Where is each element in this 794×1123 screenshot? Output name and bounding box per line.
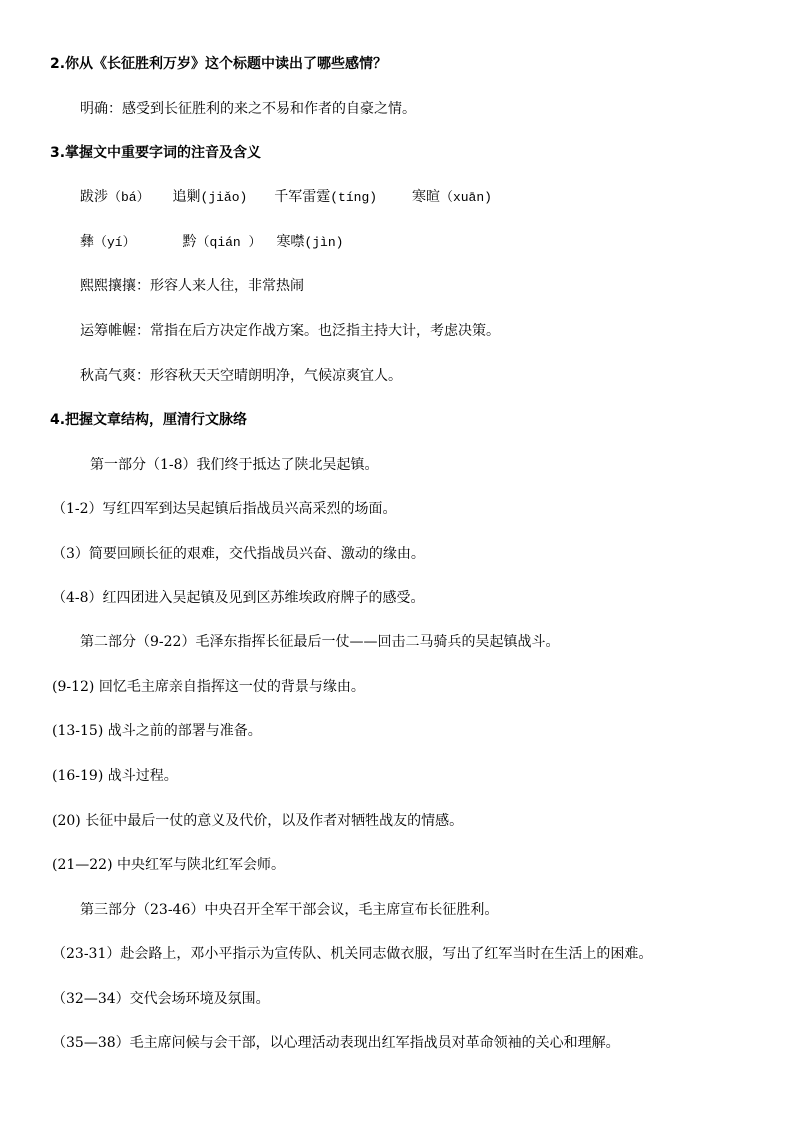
- question-3-heading: 3.掌握文中重要字词的注音及含义: [50, 145, 262, 161]
- part-heading: 第三部分（23-46）中央召开全军干部会议，毛主席宣布长征胜利。: [80, 902, 499, 918]
- outline-line: （23-31）赴会路上，邓小平指示为宣传队、机关同志做衣服，写出了红军当时在生活上的困难。: [52, 946, 653, 962]
- part-heading: 第一部分（1-8）我们终于抵达了陕北吴起镇。: [90, 457, 379, 473]
- vocab-word: 千军雷霆: [274, 189, 331, 205]
- outline-line: （35—38）毛主席问候与会干部，以心理活动表现出红军指战员对革命领袖的关心和理解。: [52, 1035, 620, 1051]
- vocab-pinyin: （bá）: [108, 190, 150, 205]
- vocab-row-1: [80, 187, 492, 208]
- vocab-pinyin: (jiǎo): [200, 190, 248, 205]
- vocab-pinyin: （yí）: [94, 235, 136, 250]
- vocab-pinyin: (tíng): [330, 190, 378, 205]
- definition-line: 运筹帷幄：常指在后方决定作战方案。也泛指主持大计，考虑决策。: [80, 323, 500, 339]
- vocab-row-2: [80, 232, 343, 253]
- outline-line: (21—22) 中央红军与陕北红军会师。: [52, 857, 286, 873]
- vocab-pinyin: （qián ）: [196, 235, 262, 250]
- vocab-word: 黔: [182, 234, 197, 250]
- question-2-heading: 2.你从《长征胜利万岁》这个标题中读出了哪些感情？: [50, 56, 388, 72]
- vocab-word: 跋涉: [80, 189, 108, 205]
- vocab-word: 彝: [80, 234, 94, 250]
- vocab-word: 寒暄: [411, 189, 440, 205]
- outline-line: (20) 长征中最后一仗的意义及代价，以及作者对牺牲战友的情感。: [52, 813, 464, 829]
- outline-line: （32—34）交代会场环境及氛围。: [52, 991, 270, 1007]
- vocab-word: 寒噤: [276, 234, 305, 250]
- definition-line: 秋高气爽：形容秋天天空晴朗明净，气候凉爽宜人。: [80, 368, 402, 384]
- outline-line: (13-15) 战斗之前的部署与准备。: [52, 723, 262, 739]
- outline-line: (16-19) 战斗过程。: [52, 768, 178, 784]
- outline-line: （1-2）写红四军到达吴起镇后指战员兴高采烈的场面。: [52, 501, 397, 517]
- outline-line: (9-12) 回忆毛主席亲自指挥这一仗的背景与缘由。: [52, 679, 365, 695]
- outline-line: （4-8）红四团进入吴起镇及见到区苏维埃政府牌子的感受。: [52, 590, 425, 606]
- question-2-answer: 明确：感受到长征胜利的来之不易和作者的自豪之情。: [80, 101, 416, 117]
- part-heading: 第二部分（9-22）毛泽东指挥长征最后一仗——回击二马骑兵的吴起镇战斗。: [80, 634, 560, 650]
- question-4-heading: 4.把握文章结构，厘清行文脉络: [50, 412, 248, 428]
- vocab-pinyin: (jìn): [304, 235, 344, 250]
- outline-line: （3）简要回顾长征的艰难，交代指战员兴奋、激动的缘由。: [52, 546, 425, 562]
- definition-line: 熙熙攘攘：形容人来人往，非常热闹: [80, 278, 304, 294]
- vocab-word: 追剿: [172, 189, 201, 205]
- vocab-pinyin: （xuān): [439, 190, 492, 205]
